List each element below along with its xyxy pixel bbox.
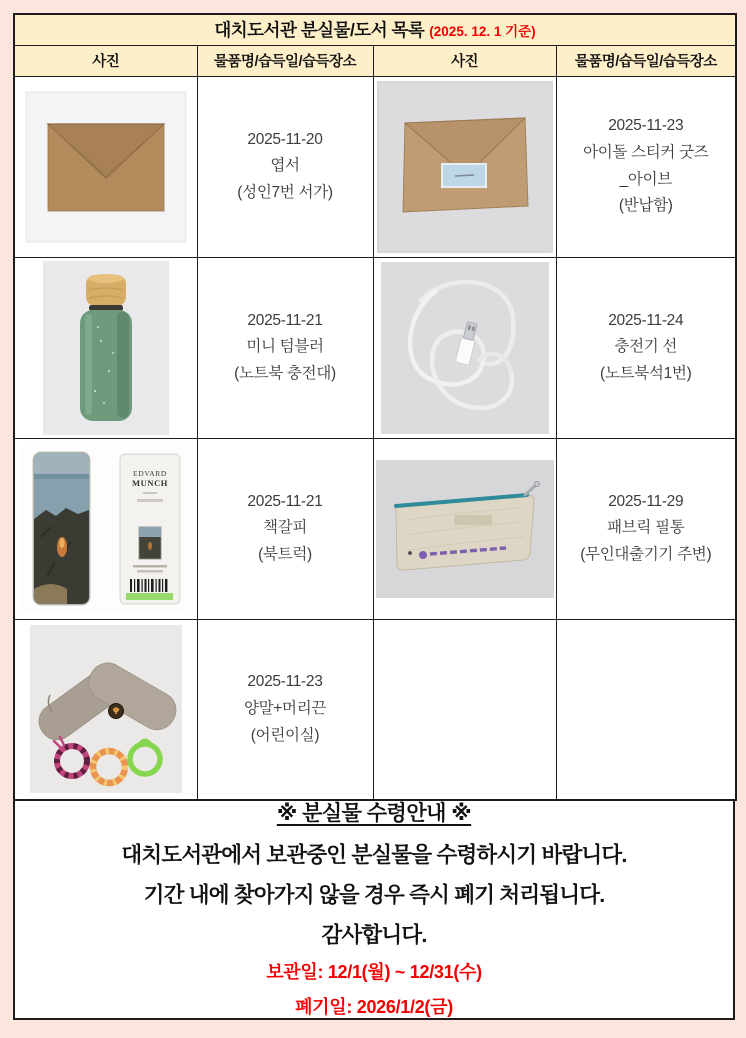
- item-location: (어린이실): [250, 726, 320, 744]
- item-photo-cell: [14, 438, 197, 619]
- column-header-info-2: 물품명/습득일/습득장소: [556, 45, 736, 76]
- bookmark-painting: [33, 452, 90, 605]
- title-date-note: (2025. 12. 1 기준): [429, 24, 536, 40]
- empty-description-cell: [556, 619, 736, 800]
- pickup-notice-section: [13, 801, 735, 1020]
- notice-line-2: 기간 내에 찾아가지 않을 경우 즉시 폐기 처리됩니다.: [143, 882, 605, 907]
- item-date: 2025-11-23: [608, 117, 684, 135]
- item-name: 미니 텀블러: [246, 338, 324, 356]
- item-name: 양말+머리끈: [243, 699, 327, 717]
- item-location: (북트럭): [258, 545, 312, 563]
- item-name: 책갈피: [262, 519, 308, 537]
- title-row: [14, 14, 736, 45]
- empty-photo-cell: [373, 619, 556, 800]
- table-row: [14, 76, 736, 257]
- photo-kraft-envelope: [25, 91, 187, 243]
- item-date: 2025-11-24: [608, 311, 684, 329]
- table-row: [14, 619, 736, 800]
- item-location: (성인7번 서가): [237, 183, 333, 201]
- bookmark-package: [120, 454, 180, 604]
- item-location: (반납함): [618, 197, 673, 215]
- item-description: [556, 76, 736, 257]
- column-header-row: [14, 45, 736, 76]
- item-date: 2025-11-21: [247, 492, 323, 510]
- item-date: 2025-11-21: [247, 311, 323, 329]
- table-row: [14, 438, 736, 619]
- page-title: 대치도서관 분실물/도서 목록: [214, 20, 425, 41]
- photo-munch-bookmarks: [21, 447, 191, 611]
- item-name: 엽서: [270, 157, 300, 175]
- item-name-line2: _아이브: [619, 170, 672, 188]
- photo-kraft-envelope-with-label: [377, 81, 553, 253]
- photo-fabric-pencil-case: [376, 460, 554, 598]
- column-header-info-1: 물품명/습득일/습득장소: [197, 45, 373, 76]
- notice-line-1: 대치도서관에서 보관중인 분실물을 수령하시기 바랍니다.: [121, 842, 627, 867]
- disposal-date: 폐기일: 2026/1/2(금): [295, 996, 453, 1017]
- item-name: 아이돌 스티커 굿즈: [583, 143, 709, 161]
- bookmark-brand-line2: MUNCH: [131, 477, 168, 488]
- item-description: [556, 257, 736, 438]
- item-photo-cell: [373, 438, 556, 619]
- item-date: 2025-11-23: [247, 673, 323, 691]
- item-description: [197, 257, 373, 438]
- item-date: 2025-11-20: [247, 130, 323, 148]
- retention-period: 보관일: 12/1(월) ~ 12/31(수): [266, 961, 482, 982]
- lost-items-table: [13, 13, 737, 801]
- photo-white-charging-cable: [381, 262, 549, 434]
- notice-heading: ※ 분실물 수령안내 ※: [276, 801, 472, 825]
- photo-socks-hairties: [30, 625, 182, 793]
- item-photo-cell: [14, 619, 197, 800]
- item-description: [197, 76, 373, 257]
- item-location: (노트북석1번): [600, 364, 692, 382]
- table-row: [14, 257, 736, 438]
- item-location: (노트북 충전대): [234, 364, 336, 382]
- item-name: 충전기 선: [614, 338, 678, 356]
- item-photo-cell: [14, 257, 197, 438]
- item-photo-cell: [373, 257, 556, 438]
- column-header-photo-1: 사진: [14, 45, 197, 76]
- item-description: [197, 438, 373, 619]
- item-photo-cell: [14, 76, 197, 257]
- notice-line-3: 감사합니다.: [321, 922, 427, 947]
- item-description: [556, 438, 736, 619]
- photo-green-mini-tumbler: [43, 261, 169, 435]
- item-location: (무인대출기기 주변): [580, 545, 712, 563]
- column-header-photo-2: 사진: [373, 45, 556, 76]
- item-description: [197, 619, 373, 800]
- item-name: 패브릭 필통: [607, 519, 685, 537]
- item-date: 2025-11-29: [608, 492, 684, 510]
- lost-and-found-document: [13, 13, 735, 1020]
- bookmark-brand-line1: EDVARD: [132, 468, 167, 478]
- item-photo-cell: [373, 76, 556, 257]
